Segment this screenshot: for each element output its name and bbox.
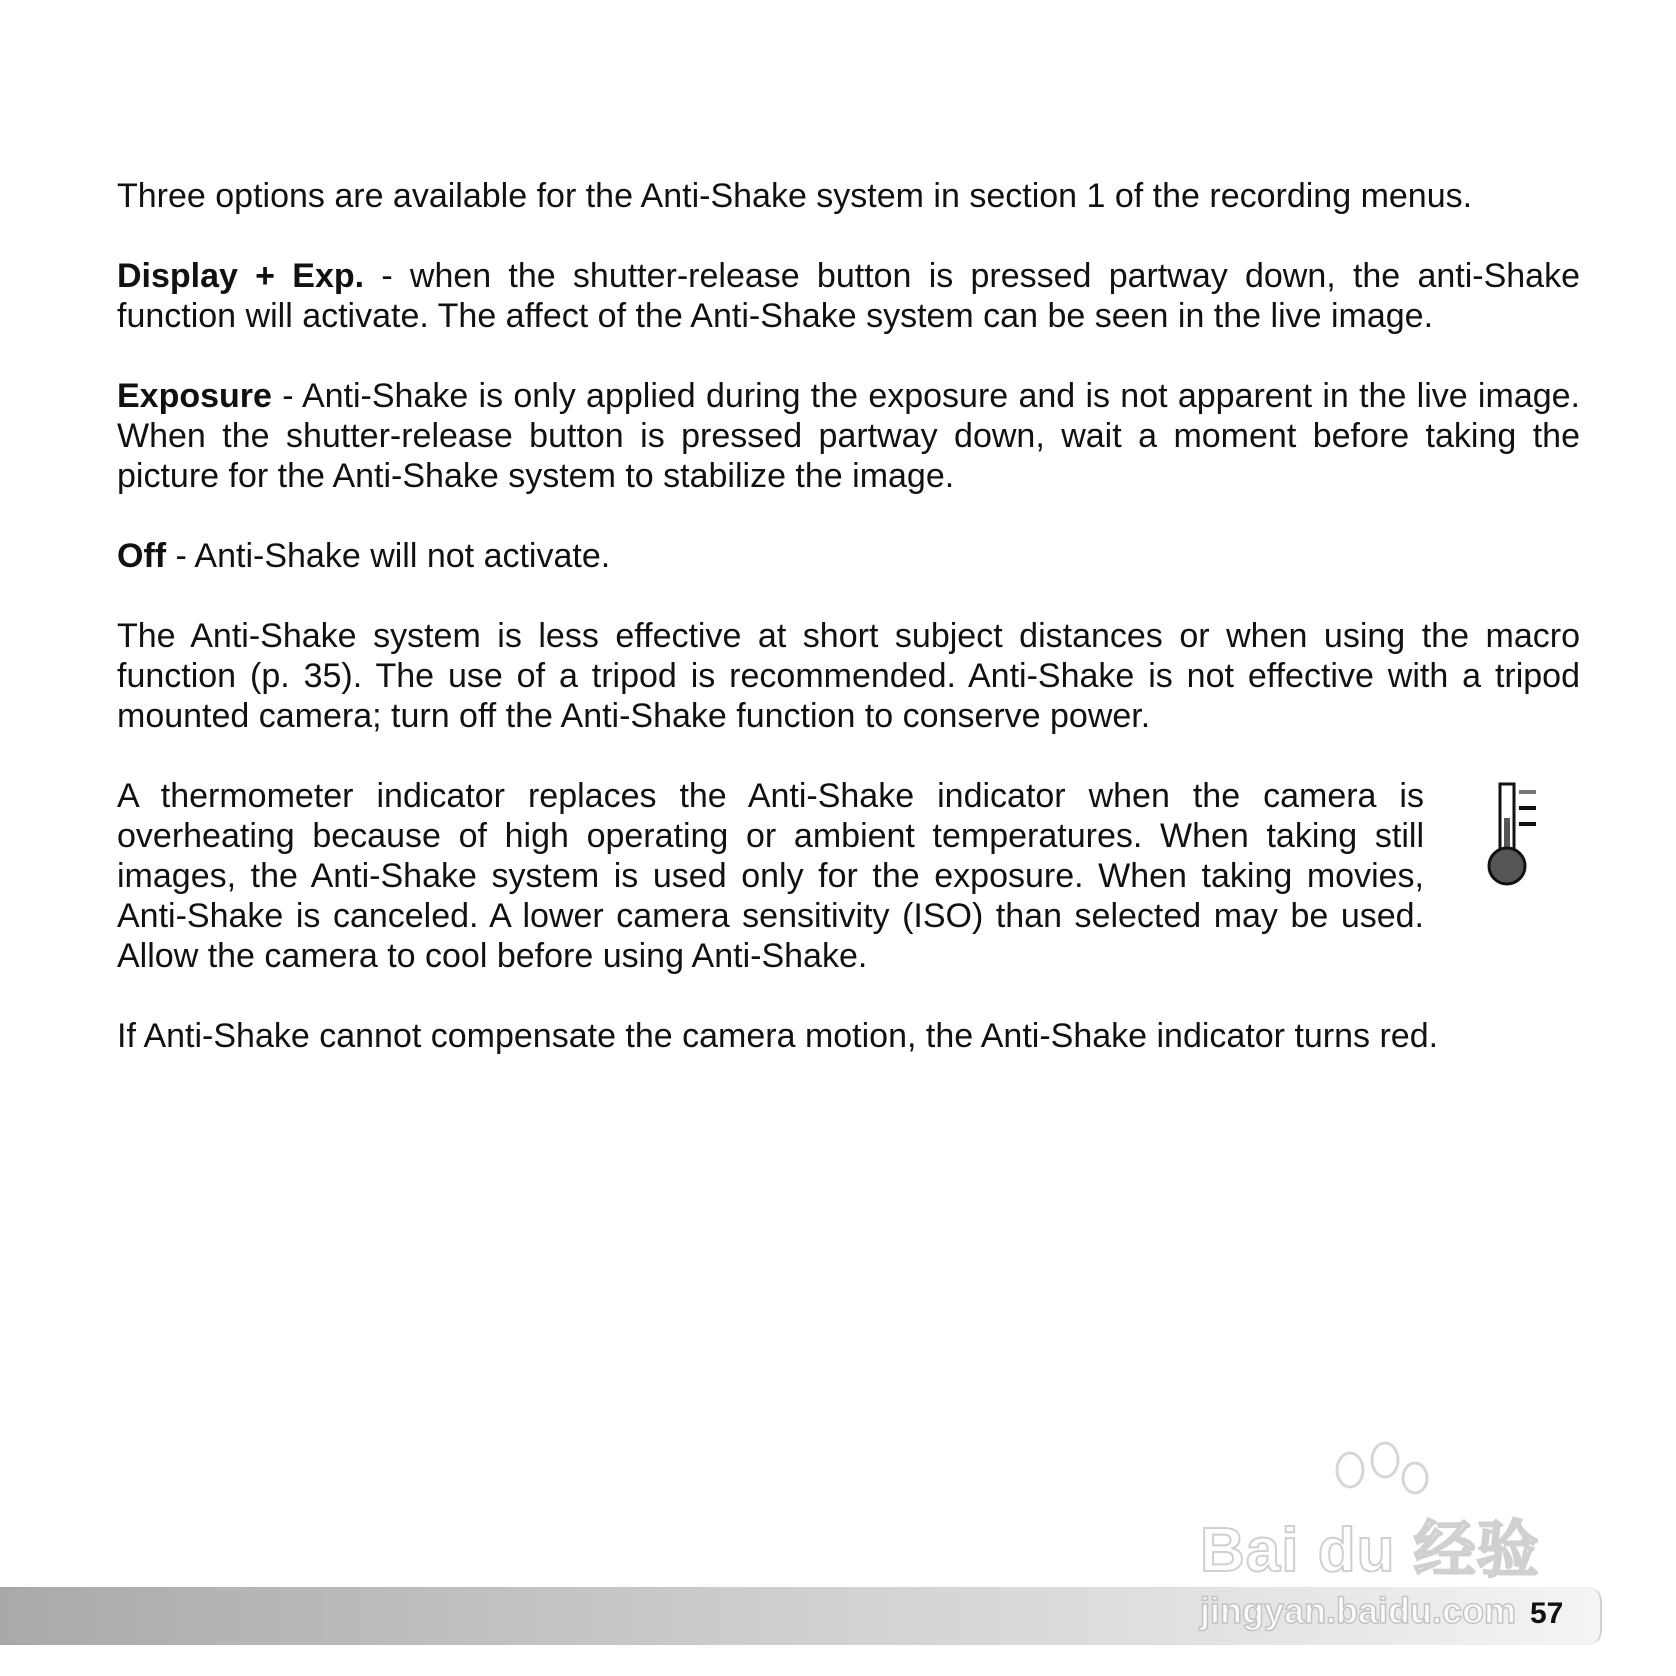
- off-paragraph: [117, 536, 1580, 576]
- effectiveness-paragraph: The Anti-Shake system is less effective at short subject distances or when using the macro function (p. 35). The use of a tripod is recommended. Anti-Shake is not effective with a tripod mounted camera; turn off the Anti-Shake function to conserve power.: [117, 617, 1580, 735]
- off-description: - Anti-Shake will not activate.: [166, 537, 611, 575]
- display-exp-paragraph: [117, 256, 1580, 336]
- page-number: 57: [1530, 1597, 1564, 1630]
- thermometer-icon: [1480, 782, 1540, 892]
- exposure-term: Exposure: [117, 377, 272, 415]
- red-indicator-paragraph: If Anti-Shake cannot compensate the camera motion, the Anti-Shake indicator turns red.: [117, 1017, 1439, 1055]
- intro-paragraph: Three options are available for the Anti-Shake system in section 1 of the recording menus.: [117, 177, 1473, 215]
- exposure-paragraph: [117, 376, 1580, 496]
- watermark-url: jingyan.baidu.com: [1200, 1590, 1517, 1631]
- thermometer-paragraph: A thermometer indicator replaces the Anti-Shake indicator when the camera is overheating because of high operating or ambient temperatures. When taking still images, the Anti-Shake system is used only for the exposure. When taking movies, Anti-Shake is canceled. A lower camera sensitivity (ISO) than selected may be used. Allow the camera to cool before using Anti-Shake.: [117, 777, 1424, 975]
- page-content: [117, 176, 1580, 1096]
- watermark-brand: Bai du 经验: [1200, 1516, 1540, 1585]
- exposure-description: - Anti-Shake is only applied during the exposure and is not apparent in the live image. When the shutter-release button is pressed partway down, wait a moment before taking the picture for the Anti-Shake system to stabilize the image.: [117, 377, 1580, 495]
- off-term: Off: [117, 537, 167, 575]
- display-exp-term: Display + Exp.: [117, 257, 365, 295]
- thermometer-section: [117, 776, 1580, 976]
- display-exp-description: - when the shutter-release button is pressed partway down, the anti-Shake function will activate. The affect of the Anti-Shake system can be seen in the live image.: [117, 257, 1581, 335]
